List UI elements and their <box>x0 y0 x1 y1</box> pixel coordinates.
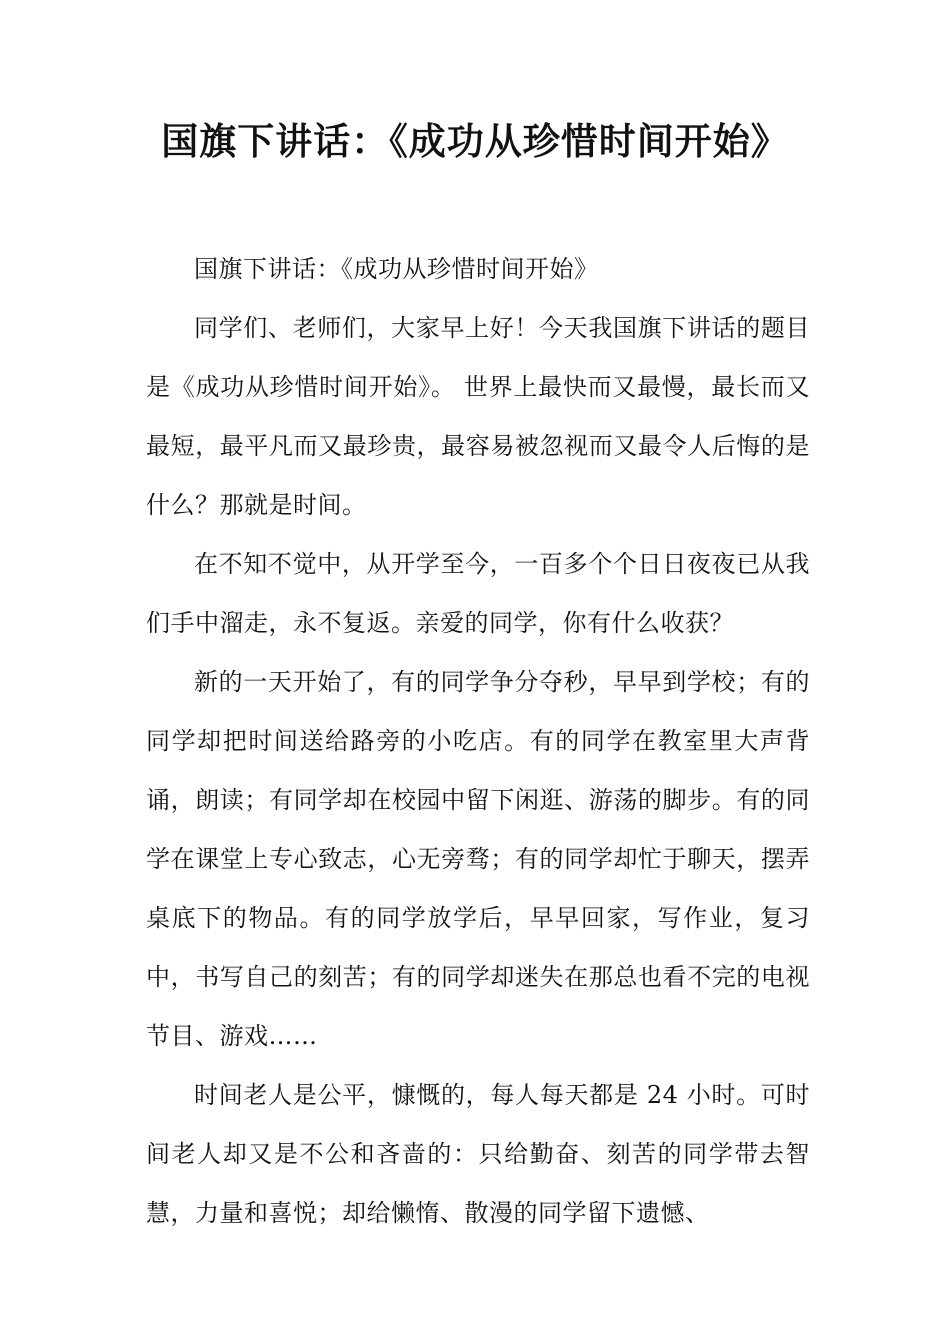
paragraph-father-time: 时间老人是公平，慷慨的，每人每天都是 24 小时。可时间老人却又是不公和吝啬的：只给勤奋、刻苦的同学带去智慧，力量和喜悦；却给懒惰、散漫的同学留下遗憾、 <box>146 1081 810 1227</box>
document-title: 国旗下讲话：《成功从珍惜时间开始》 <box>161 120 789 163</box>
paragraph-subtitle: 国旗下讲话：《成功从珍惜时间开始》 <box>194 255 599 283</box>
paragraph-greeting: 同学们、老师们，大家早上好！今天我国旗下讲话的题目是《成功从珍惜时间开始》。 世界上最快而又最慢，最长而又最短，最平凡而又最珍贵，最容易被忽视而又最令人后悔的是什么？那就是时间。 <box>146 314 810 519</box>
paragraph-new-day: 新的一天开始了，有的同学争分夺秒，早早到学校；有的同学却把时间送给路旁的小吃店。有的同学在教室里大声背诵，朗读；有同学却在校园中留下闲逛、游荡的脚步。有的同学在课堂上专心致志，心无旁骛；有的同学却忙于聊天，摆弄桌底下的物品。有的同学放学后，早早回家，写作业，复习中，书写自己的刻苦；有的同学却迷失在那总也看不完的电视节目、游戏…… <box>146 668 810 1050</box>
paragraph-time-passed: 在不知不觉中，从开学至今，一百多个个日日夜夜已从我们手中溜走，永不复返。亲爱的同学，你有什么收获？ <box>146 550 810 637</box>
document-body <box>146 240 810 1243</box>
